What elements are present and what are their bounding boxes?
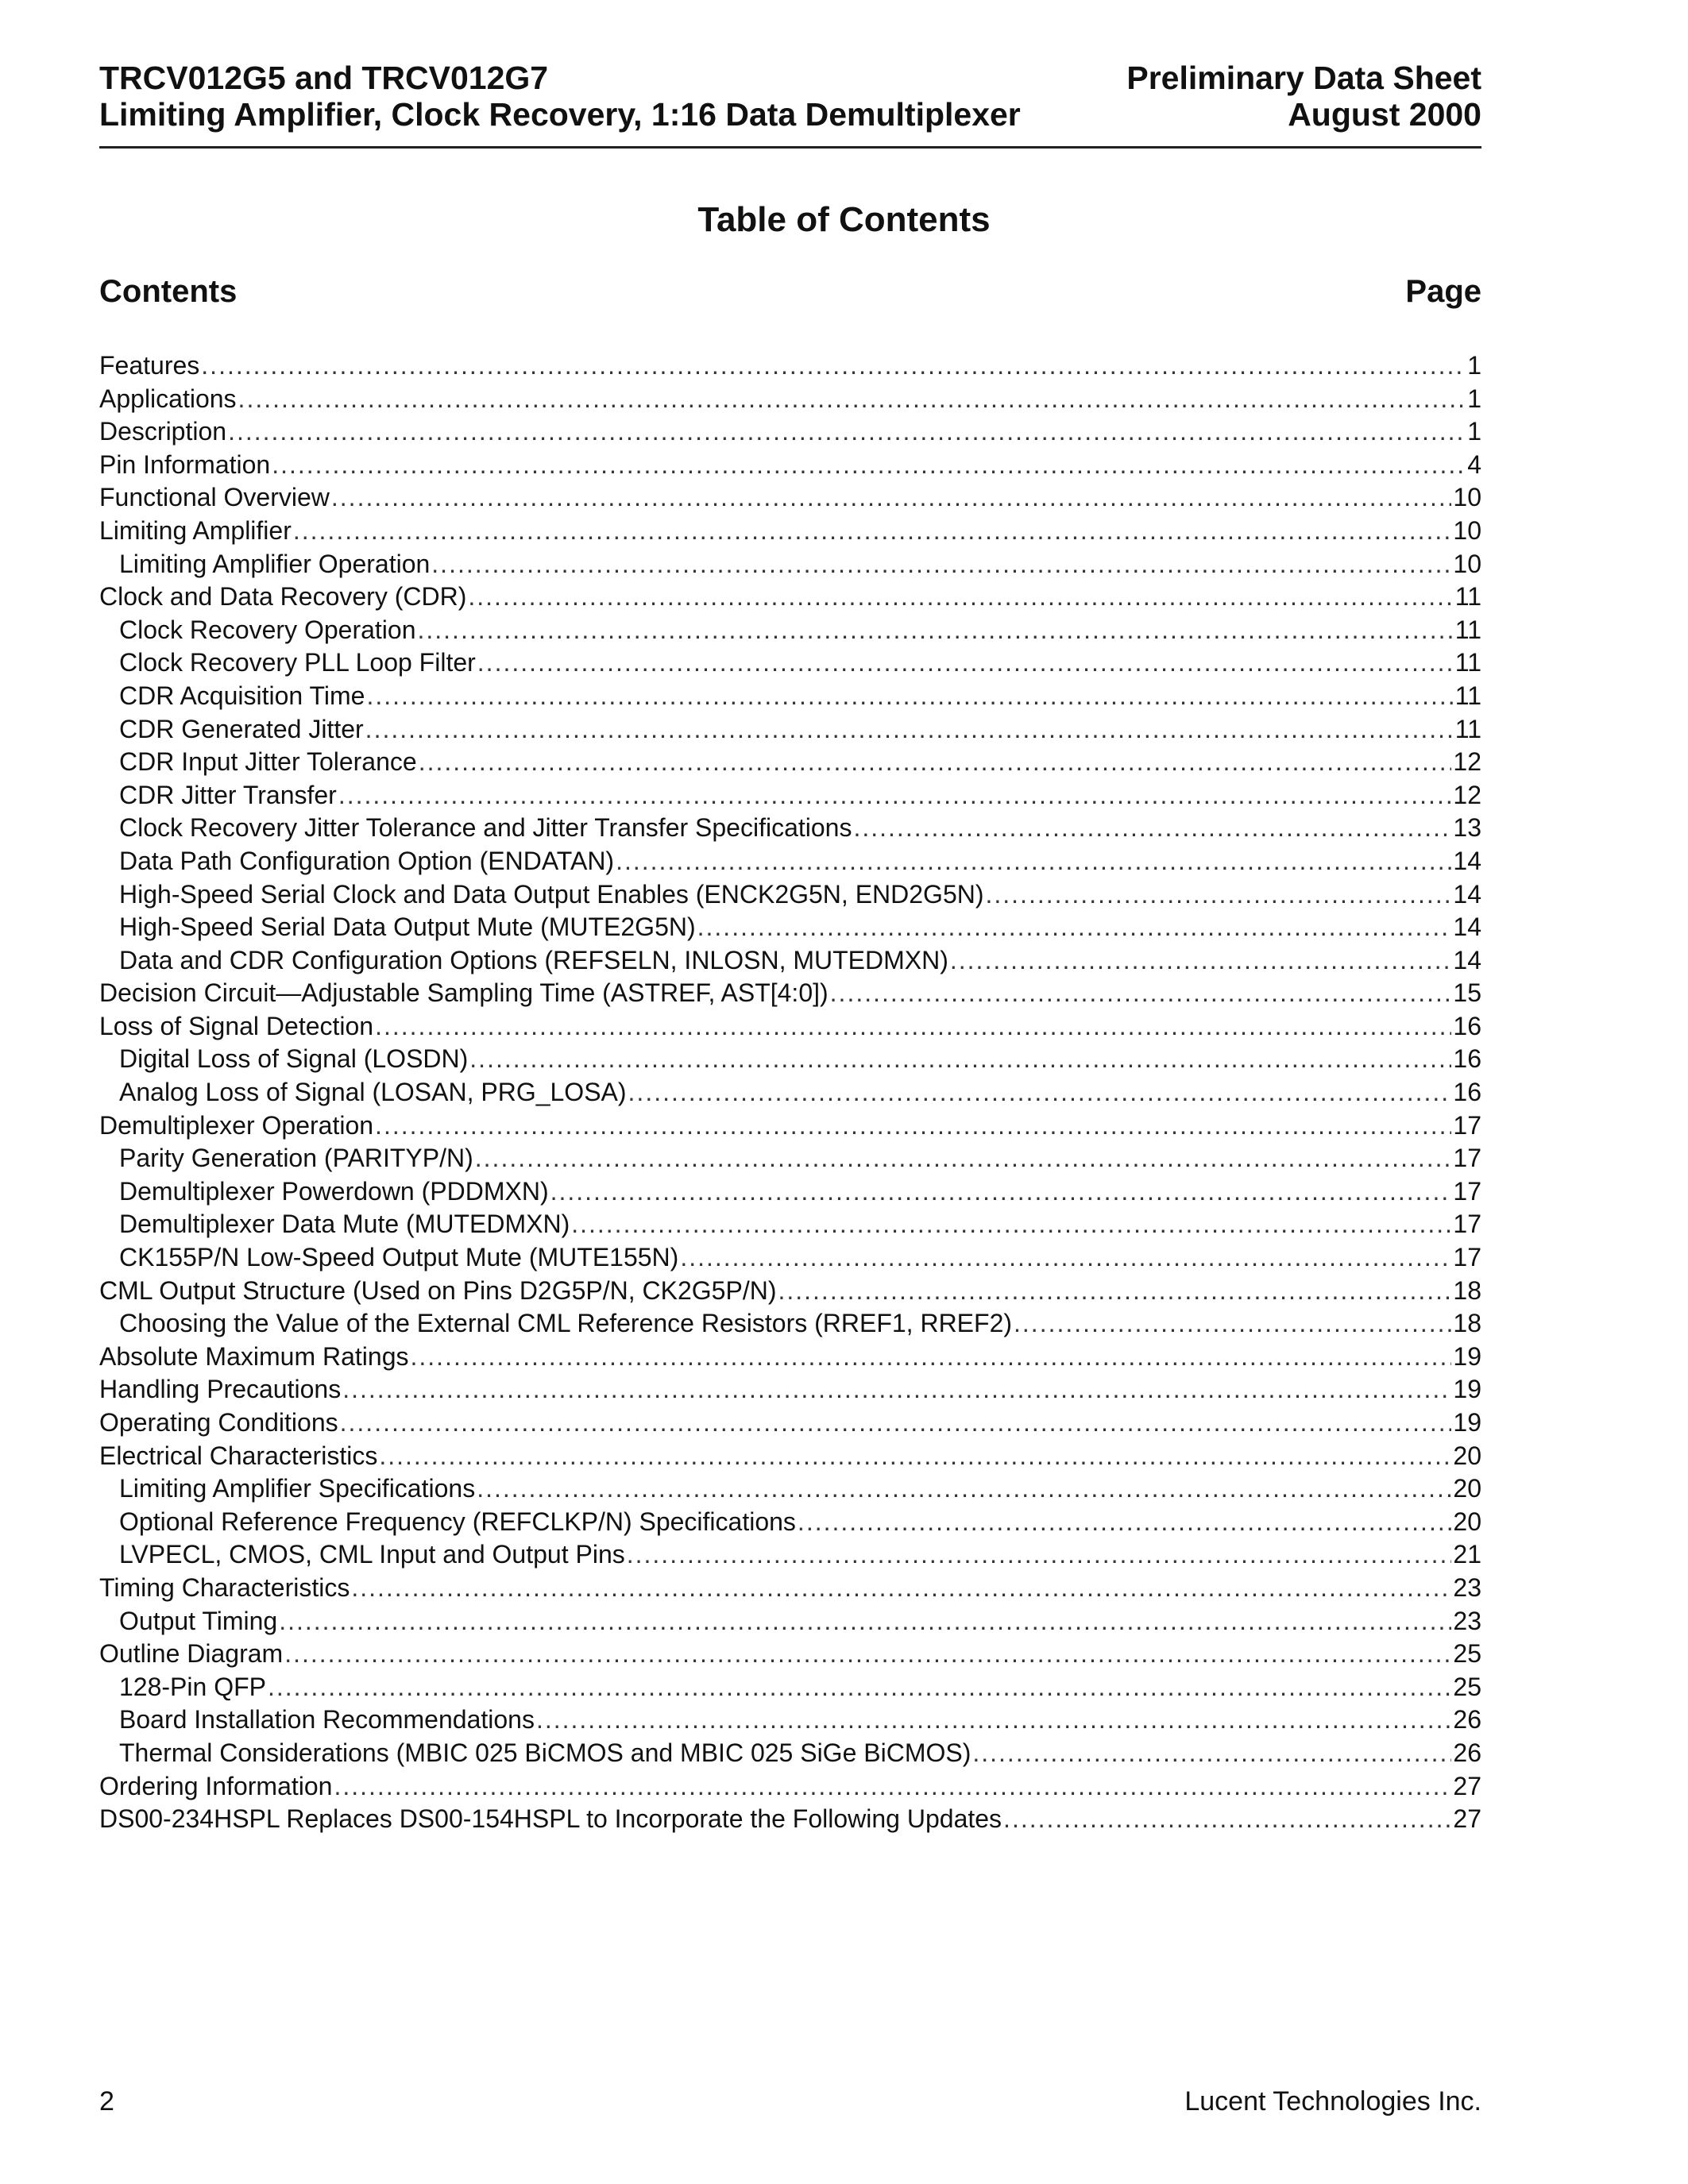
footer-company: Lucent Technologies Inc. (1184, 2086, 1481, 2116)
toc-entry[interactable] (99, 1671, 1481, 1704)
toc-dot-leader (477, 1472, 1451, 1506)
toc-dot-leader (419, 746, 1452, 779)
toc-dot-leader (268, 1671, 1451, 1704)
header-product-description: Limiting Amplifier, Clock Recovery, 1:16 Data Demultiplexer (99, 96, 1021, 133)
toc-entry[interactable] (99, 1043, 1481, 1076)
toc-entry-title: DS00-234HSPL Replaces DS00-154HSPL to Incorporate the Following Updates (99, 1804, 1002, 1834)
toc-dot-leader (1003, 1803, 1451, 1836)
toc-entry-page: 11 (1454, 714, 1481, 743)
toc-entry-title: Pin Information (99, 450, 271, 479)
toc-entry-title: CDR Acquisition Time (119, 681, 365, 710)
toc-entry-title: Data and CDR Configuration Options (REFSELN, INLOSN, MUTEDMXN) (119, 945, 948, 974)
toc-entry-title: Output Timing (119, 1606, 278, 1635)
toc-dot-leader (342, 1373, 1451, 1406)
toc-dot-leader (375, 1109, 1451, 1143)
toc-dot-leader (228, 415, 1466, 449)
toc-entry-page: 10 (1453, 549, 1481, 578)
toc-dot-leader (798, 1506, 1451, 1539)
toc-dot-leader (331, 481, 1452, 515)
toc-dot-leader (972, 1737, 1451, 1770)
toc-entry[interactable] (99, 977, 1481, 1010)
toc-entry-page: 11 (1454, 615, 1481, 644)
toc-entry[interactable] (99, 1538, 1481, 1572)
toc-dot-leader (366, 680, 1453, 713)
toc-entry[interactable] (99, 680, 1481, 713)
toc-entry-title: Demultiplexer Data Mute (MUTEDMXN) (119, 1210, 570, 1239)
toc-entry-title: Outline Diagram (99, 1639, 284, 1669)
toc-entry-title: Description (99, 417, 227, 446)
toc-entry-title: High-Speed Serial Clock and Data Output Enables (ENCK2G5N, END2G5N) (119, 879, 984, 909)
header-date: August 2000 (1288, 96, 1481, 133)
toc-entry-title: Parity Generation (PARITYP/N) (119, 1144, 473, 1173)
toc-entry-page: 11 (1454, 648, 1481, 677)
toc-entry-page: 16 (1453, 1078, 1481, 1107)
toc-dot-leader (628, 1076, 1452, 1109)
toc-entry[interactable] (99, 449, 1481, 482)
toc-dot-leader (338, 779, 1452, 812)
toc-entry[interactable] (99, 1010, 1481, 1044)
toc-entry[interactable] (99, 1440, 1481, 1473)
toc-entry-title: Limiting Amplifier Operation (119, 549, 431, 578)
toc-entry-title: CML Output Structure (Used on Pins D2G5P/N, CK2G5P/N) (99, 1275, 777, 1305)
page-header (99, 60, 1481, 133)
toc-entry-page: 18 (1453, 1309, 1481, 1338)
toc-entry-page: 13 (1453, 813, 1481, 843)
toc-entry[interactable] (99, 713, 1481, 747)
toc-entry[interactable] (99, 581, 1481, 614)
toc-entry-page: 20 (1453, 1507, 1481, 1536)
toc-entry[interactable] (99, 1341, 1481, 1374)
toc-dot-leader (627, 1538, 1452, 1572)
toc-entry-page: 19 (1453, 1375, 1481, 1404)
toc-entry-title: Board Installation Recommendations (119, 1705, 535, 1734)
toc-entry-title: Absolute Maximum Ratings (99, 1341, 409, 1371)
toc-entry-title: Ordering Information (99, 1771, 333, 1800)
toc-entry[interactable] (99, 944, 1481, 978)
toc-dot-leader (365, 713, 1454, 747)
toc-entry-page: 10 (1453, 515, 1481, 545)
toc-dot-leader (284, 1638, 1451, 1671)
toc-dot-leader (410, 1341, 1451, 1374)
toc-entry-title: Clock and Data Recovery (CDR) (99, 582, 467, 612)
toc-entry-page: 17 (1453, 1176, 1481, 1206)
toc-entry-page: 1 (1467, 417, 1481, 446)
toc-entry-title: Operating Conditions (99, 1408, 338, 1437)
toc-entry-page: 17 (1453, 1243, 1481, 1272)
toc-entry[interactable] (99, 911, 1481, 944)
toc-entry-page: 10 (1453, 483, 1481, 512)
page-footer (99, 2086, 1481, 2117)
toc-dot-leader (986, 878, 1452, 912)
toc-entry-page: 14 (1453, 945, 1481, 974)
toc-entry-title: Limiting Amplifier Specifications (119, 1474, 476, 1503)
toc-entry-title: Functional Overview (99, 483, 330, 512)
toc-dot-leader (238, 383, 1466, 416)
toc-entry-page: 12 (1453, 747, 1481, 777)
toc-entry-page: 14 (1453, 879, 1481, 909)
toc-dot-leader (375, 1010, 1451, 1044)
toc-entry-page: 15 (1453, 978, 1481, 1008)
toc-entry-title: Clock Recovery PLL Loop Filter (119, 648, 476, 677)
toc-entry-page: 20 (1453, 1474, 1481, 1503)
toc-entry-title: Applications (99, 384, 237, 413)
toc-entry[interactable] (99, 1275, 1481, 1308)
header-doc-type: Preliminary Data Sheet (1126, 60, 1481, 96)
toc-entry-page: 25 (1453, 1639, 1481, 1669)
toc-list (99, 349, 1481, 1836)
toc-entry-page: 26 (1453, 1705, 1481, 1734)
toc-entry-page: 23 (1453, 1572, 1481, 1602)
footer-page-number: 2 (99, 2086, 114, 2116)
toc-entry[interactable] (99, 1572, 1481, 1605)
toc-dot-leader (853, 812, 1451, 845)
toc-dot-leader (830, 977, 1452, 1010)
toc-dot-leader (778, 1275, 1451, 1308)
toc-entry-page: 27 (1453, 1804, 1481, 1834)
toc-entry-title: CDR Jitter Transfer (119, 780, 337, 809)
toc-entry-page: 19 (1453, 1408, 1481, 1437)
toc-entry-title: Digital Loss of Signal (LOSDN) (119, 1044, 469, 1074)
toc-dot-leader (379, 1440, 1451, 1473)
toc-dot-leader (334, 1770, 1451, 1804)
toc-dot-leader (351, 1572, 1451, 1605)
toc-entry[interactable] (99, 481, 1481, 515)
toc-entry[interactable] (99, 1704, 1481, 1737)
toc-entry-page: 11 (1454, 582, 1481, 612)
toc-entry[interactable] (99, 1307, 1481, 1341)
toc-entry-page: 12 (1453, 780, 1481, 809)
toc-entry-page: 20 (1453, 1441, 1481, 1470)
toc-entry[interactable] (99, 415, 1481, 449)
toc-entry[interactable] (99, 746, 1481, 779)
page-title: Table of Contents (697, 200, 991, 239)
toc-entry-page: 16 (1453, 1044, 1481, 1074)
toc-entry-title: Limiting Amplifier (99, 515, 292, 545)
toc-dot-leader (468, 581, 1453, 614)
toc-entry-page: 23 (1453, 1606, 1481, 1635)
toc-entry-page: 1 (1467, 351, 1481, 380)
toc-entry-page: 17 (1453, 1144, 1481, 1173)
toc-entry[interactable] (99, 1803, 1481, 1836)
toc-entry-title: Decision Circuit—Adjustable Sampling Time (ASTREF, AST[4:0]) (99, 978, 829, 1008)
toc-entry[interactable] (99, 614, 1481, 647)
toc-entry[interactable] (99, 515, 1481, 548)
toc-entry-title: Thermal Considerations (MBIC 025 BiCMOS and MBIC 025 SiGe BiCMOS) (119, 1738, 971, 1767)
toc-entry-title: Handling Precautions (99, 1375, 342, 1404)
toc-entry-page: 17 (1453, 1210, 1481, 1239)
toc-entry-page: 4 (1467, 450, 1481, 479)
toc-entry[interactable] (99, 779, 1481, 812)
toc-dot-leader (477, 646, 1454, 680)
toc-entry[interactable] (99, 878, 1481, 912)
toc-entry[interactable] (99, 349, 1481, 383)
toc-entry-title: Features (99, 351, 200, 380)
toc-dot-leader (536, 1704, 1451, 1737)
toc-entry[interactable] (99, 845, 1481, 878)
toc-dot-leader (680, 1241, 1451, 1275)
toc-entry[interactable] (99, 1472, 1481, 1506)
page-column-header: Page (1405, 274, 1481, 309)
toc-entry-title: Electrical Characteristics (99, 1441, 378, 1470)
toc-entry-page: 25 (1453, 1672, 1481, 1701)
toc-entry[interactable] (99, 1142, 1481, 1175)
toc-entry-title: CDR Input Jitter Tolerance (119, 747, 417, 777)
toc-entry-page: 18 (1453, 1275, 1481, 1305)
toc-entry[interactable] (99, 1770, 1481, 1804)
toc-entry-title: Clock Recovery Jitter Tolerance and Jitter Transfer Specifications (119, 813, 852, 843)
toc-entry-title: Clock Recovery Operation (119, 615, 416, 644)
toc-dot-leader (950, 944, 1452, 978)
toc-entry-title: Data Path Configuration Option (ENDATAN) (119, 846, 615, 875)
toc-entry[interactable] (99, 1638, 1481, 1671)
toc-entry-title: Optional Reference Frequency (REFCLKP/N) Specifications (119, 1507, 796, 1536)
toc-entry-title: Demultiplexer Powerdown (PDDMXN) (119, 1176, 549, 1206)
toc-entry-page: 16 (1453, 1011, 1481, 1040)
toc-dot-leader (1014, 1307, 1451, 1341)
toc-dot-leader (272, 449, 1466, 482)
toc-entry-title: LVPECL, CMOS, CML Input and Output Pins (119, 1540, 625, 1569)
toc-entry-page: 17 (1453, 1110, 1481, 1140)
toc-entry-page: 14 (1453, 846, 1481, 875)
toc-dot-leader (550, 1175, 1452, 1209)
toc-entry-page: 21 (1453, 1540, 1481, 1569)
toc-entry-page: 1 (1467, 384, 1481, 413)
toc-entry-page: 14 (1453, 913, 1481, 942)
toc-entry[interactable] (99, 1737, 1481, 1770)
toc-entry-title: Choosing the Value of the External CML Reference Resistors (RREF1, RREF2) (119, 1309, 1013, 1338)
toc-entry[interactable] (99, 1373, 1481, 1406)
toc-entry[interactable] (99, 812, 1481, 845)
toc-entry[interactable] (99, 1076, 1481, 1109)
toc-entry[interactable] (99, 1175, 1481, 1209)
toc-entry[interactable] (99, 1109, 1481, 1143)
toc-entry[interactable] (99, 548, 1481, 581)
toc-entry-title: Loss of Signal Detection (99, 1011, 374, 1040)
toc-entry-title: High-Speed Serial Data Output Mute (MUTE2G5N) (119, 913, 696, 942)
toc-dot-leader (469, 1043, 1451, 1076)
toc-entry[interactable] (99, 1406, 1481, 1440)
toc-dot-leader (279, 1605, 1451, 1638)
header-product-name: TRCV012G5 and TRCV012G7 (99, 60, 549, 96)
toc-entry[interactable] (99, 1208, 1481, 1241)
toc-entry-title: Timing Characteristics (99, 1572, 350, 1602)
toc-entry-page: 26 (1453, 1738, 1481, 1767)
toc-entry-title: 128-Pin QFP (119, 1672, 266, 1701)
toc-dot-leader (475, 1142, 1452, 1175)
toc-entry[interactable] (99, 1506, 1481, 1539)
toc-entry-title: CDR Generated Jitter (119, 714, 364, 743)
toc-entry-title: Demultiplexer Operation (99, 1110, 374, 1140)
toc-dot-leader (340, 1406, 1452, 1440)
toc-dot-leader (431, 548, 1451, 581)
toc-entry[interactable] (99, 383, 1481, 416)
toc-entry[interactable] (99, 1605, 1481, 1638)
toc-dot-leader (616, 845, 1451, 878)
toc-entry-title: CK155P/N Low-Speed Output Mute (MUTE155N) (119, 1243, 679, 1272)
toc-entry-page: 27 (1453, 1771, 1481, 1800)
toc-dot-leader (293, 515, 1452, 548)
toc-entry-title: Analog Loss of Signal (LOSAN, PRG_LOSA) (119, 1078, 627, 1107)
toc-entry[interactable] (99, 646, 1481, 680)
toc-entry-page: 11 (1454, 681, 1481, 710)
toc-dot-leader (697, 911, 1452, 944)
toc-entry[interactable] (99, 1241, 1481, 1275)
toc-dot-leader (201, 349, 1466, 383)
header-divider (99, 146, 1481, 149)
toc-column-headers (99, 273, 1481, 310)
toc-dot-leader (417, 614, 1453, 647)
contents-column-header: Contents (99, 274, 238, 309)
toc-dot-leader (571, 1208, 1451, 1241)
toc-entry-page: 19 (1453, 1341, 1481, 1371)
